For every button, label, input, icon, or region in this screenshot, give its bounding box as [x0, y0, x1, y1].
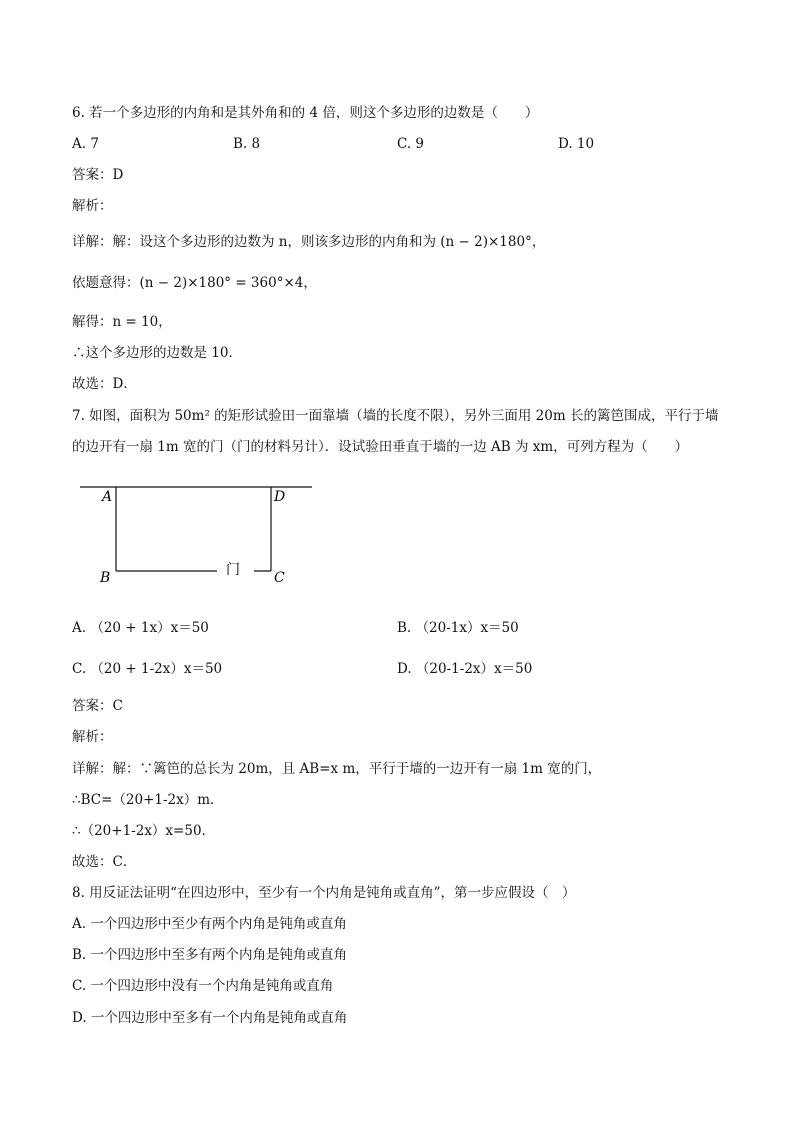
- q7-step2: ∴（20+1-2x）x=50．: [72, 823, 216, 839]
- q6-analysis-label: 解析：: [72, 198, 113, 214]
- q7-step1: ∴BC=（20+1-2x）m．: [72, 792, 224, 808]
- q7-choose: 故选：C．: [72, 854, 137, 870]
- q6-detail: 详解：解：设这个多边形的边数为 n，则该多边形的内角和为 (n − 2)×180°，: [72, 234, 546, 250]
- q8-option-c: C. 一个四边形中没有一个内角是钝角或直角: [72, 978, 334, 994]
- q6-option-c: C. 9: [397, 136, 425, 152]
- q6-option-b: B. 8: [233, 136, 261, 152]
- q6-answer: 答案：D: [72, 167, 124, 183]
- q7-answer: 答案：C: [72, 698, 123, 714]
- q7-option-b: B. （20-1x）x＝50: [397, 620, 519, 636]
- label-b: B: [100, 570, 111, 586]
- q7-option-a: A. （20 + 1x）x＝50: [72, 620, 209, 636]
- q8-option-a: A. 一个四边形中至少有两个内角是钝角或直角: [72, 916, 347, 932]
- q6-step3: ∴这个多边形的边数是 10．: [72, 345, 242, 361]
- q6-option-a: A. 7: [72, 136, 99, 152]
- q6-stem: 6. 若一个多边形的内角和是其外角和的 4 倍，则这个多边形的边数是（ ）: [72, 105, 539, 121]
- q7-option-d: D. （20-1-2x）x＝50: [397, 661, 533, 677]
- q8-stem: 8. 用反证法证明“在四边形中，至少有一个内角是钝角或直角”，第一步应假设（ ）: [72, 885, 576, 901]
- q7-figure: [72, 478, 322, 593]
- q7-analysis-label: 解析：: [72, 729, 113, 745]
- q7-stem-line2: 的边开有一扇 1m 宽的门（门的材料另计）．设试验田垂直于墙的一边 AB 为 xm，可列方程为（ ）: [72, 439, 689, 455]
- q7-detail: 详解：解：∵篱笆的总长为 20m，且 AB=x m，平行于墙的一边开有一扇 1m 宽的门，: [72, 761, 602, 777]
- q7-option-c: C. （20 + 1-2x）x＝50: [72, 661, 223, 677]
- q8-option-b: B. 一个四边形中至多有两个内角是钝角或直角: [72, 947, 348, 963]
- label-a: A: [102, 489, 113, 505]
- q6-step1: 依题意得：(n − 2)×180° = 360°×4，: [72, 275, 317, 291]
- q6-option-d: D. 10: [558, 136, 595, 152]
- label-c: C: [274, 570, 285, 586]
- q6-step2: 解得：n = 10，: [72, 314, 172, 330]
- q6-choose: 故选：D．: [72, 376, 137, 392]
- q7-stem-line1: 7. 如图，面积为 50m² 的矩形试验田一面靠墙（墙的长度不限），另外三面用 20m 长的篱笆围成，平行于墙: [72, 408, 719, 424]
- label-door: 门: [226, 562, 240, 578]
- label-d: D: [274, 489, 286, 505]
- q8-option-d: D. 一个四边形中至多有一个内角是钝角或直角: [72, 1010, 348, 1026]
